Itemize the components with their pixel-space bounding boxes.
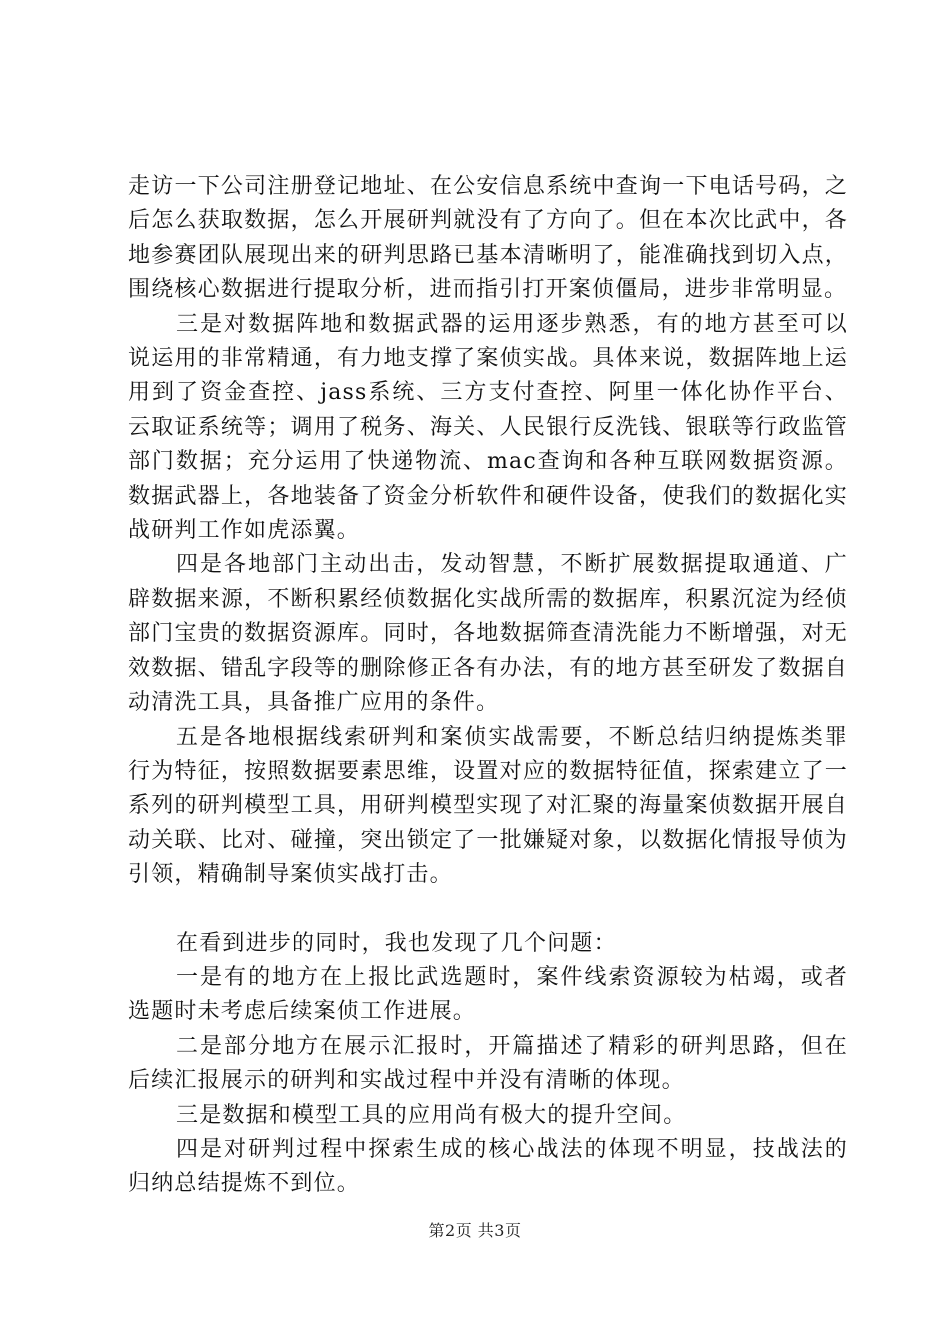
paragraph-gap	[128, 893, 848, 927]
paragraph-problem-one: 一是有的地方在上报比武选题时，案件线索资源较为枯竭，或者选题时未考虑后续案侦工作进展。	[128, 964, 848, 1025]
paragraph-point-five: 五是各地根据线索研判和案侦实战需要，不断总结归纳提炼类罪行为特征，按照数据要素思维，设置对应的数据特征值，探索建立了一系列的研判模型工具，用研判模型实现了对汇聚的海量案侦数据开展自动关联、比对、碰撞，突出锁定了一批嫌疑对象，以数据化情报导侦为引领，精确制导案侦实战打击。	[128, 724, 848, 888]
paragraph-point-three: 三是对数据阵地和数据武器的运用逐步熟悉，有的地方甚至可以说运用的非常精通，有力地支撑了案侦实战。具体来说，数据阵地上运用到了资金查控、jass系统、三方支付查控、阿里一体化协作平台、云取证系统等；调用了税务、海关、人民银行反洗钱、银联等行政监管部门数据；充分运用了快递物流、mac查询和各种互联网数据资源。数据武器上，各地装备了资金分析软件和硬件设备，使我们的数据化实战研判工作如虎添翼。	[128, 311, 848, 544]
paragraph-problem-three: 三是数据和模型工具的应用尚有极大的提升空间。	[176, 1102, 687, 1128]
paragraph-point-four: 四是各地部门主动出击，发动智慧，不断扩展数据提取通道、广辟数据来源，不断积累经侦数据化实战所需的数据库，积累沉淀为经侦部门宝贵的数据资源库。同时，各地数据筛查清洗能力不断增强，对无效数据、错乱字段等的删除修正各有办法，有的地方甚至研发了数据自动清洗工具，具备推广应用的条件。	[128, 552, 848, 716]
page-number-label: 第2页 共3页	[428, 1221, 522, 1240]
paragraph-problem-two: 二是部分地方在展示汇报时，开篇描述了精彩的研判思路，但在后续汇报展示的研判和实战过程中并没有清晰的体现。	[128, 1033, 848, 1094]
paragraph-problems-intro: 在看到进步的同时，我也发现了几个问题：	[176, 930, 617, 956]
paragraph-continuation: 走访一下公司注册登记地址、在公安信息系统中查询一下电话号码，之后怎么获取数据，怎么开展研判就没有了方向了。但在本次比武中，各地参赛团队展现出来的研判思路已基本清晰明了，能准确找到切入点，围绕核心数据进行提取分析，进而指引打开案侦僵局，进步非常明显。	[128, 174, 848, 303]
document-body	[128, 170, 848, 1202]
page-footer	[0, 1218, 950, 1241]
paragraph-problem-four: 四是对研判过程中探索生成的核心战法的体现不明显，技战法的归纳总结提炼不到位。	[128, 1136, 848, 1197]
